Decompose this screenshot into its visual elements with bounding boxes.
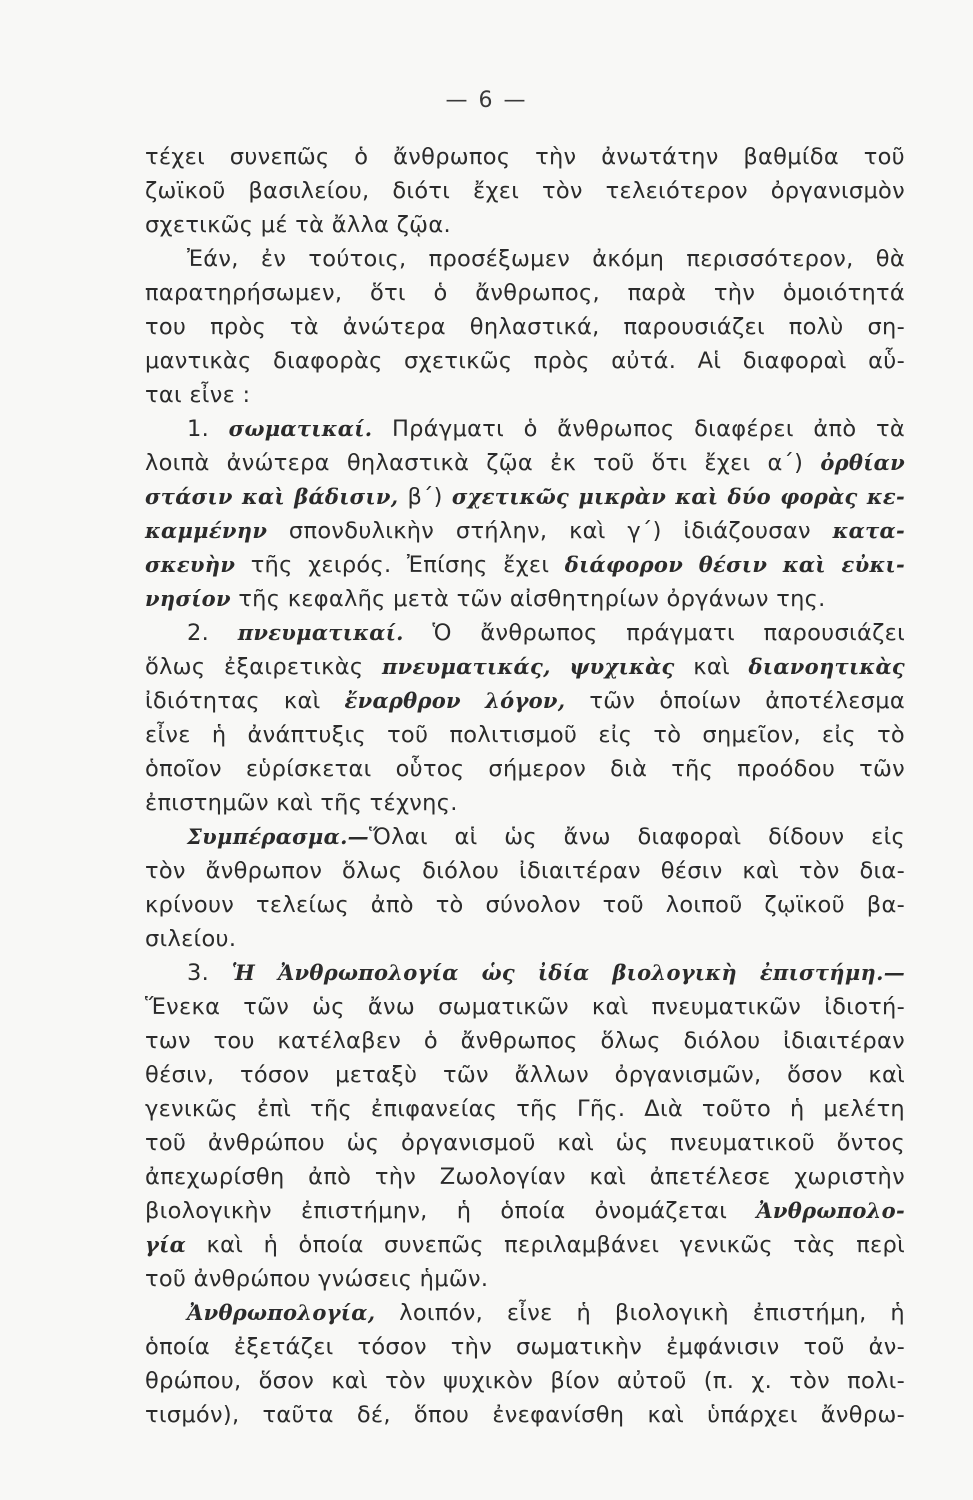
text-line [145, 1364, 905, 1398]
text-line [145, 1092, 905, 1126]
text-line [145, 1228, 905, 1262]
text-segment: τῆς κεφαλῆς μετὰ τῶν αἰσθητηρίων ὀργάνων της. [230, 586, 826, 612]
emphasized-text: Συμπέρασμα.— [187, 824, 369, 849]
text-segment: Πράγματι ὁ ἄνθρωπος διαφέρει ἀπὸ τὰ [372, 416, 905, 442]
text-line [145, 446, 905, 480]
text-segment: σιλείου. [145, 926, 237, 952]
emphasized-text: ὀρθίαν [820, 450, 905, 475]
text-segment: 1. [187, 416, 229, 442]
text-segment: μαντικὰς διαφορὰς σχετικῶς πρὸς αὐτά. Αἱ διαφοραὶ αὗ- [145, 348, 905, 374]
text-line [145, 888, 905, 922]
text-line [145, 616, 905, 650]
text-line [145, 650, 905, 684]
emphasized-text: κατα- [832, 518, 905, 543]
text-segment: Ἐάν, ἐν τούτοις, προσέξωμεν ἀκόμη περισσότερον, θὰ [187, 246, 905, 272]
emphasized-text: νησίον [145, 586, 231, 611]
text-line [145, 548, 905, 582]
text-line [145, 582, 905, 616]
text-line [145, 174, 905, 208]
text-line [145, 786, 905, 820]
text-line [145, 1262, 905, 1296]
text-line [145, 310, 905, 344]
text-segment: ἰδιότητας καὶ [145, 688, 345, 714]
text-segment: ζωϊκοῦ βασιλείου, διότι ἔχει τὸν τελειότερον ὀργανισμὸν [145, 178, 905, 204]
text-segment: σχετικῶς μέ τὰ ἄλλα ζῷα. [145, 212, 451, 238]
emphasized-text: διάφορον θέσιν καὶ εὐκι- [564, 552, 905, 577]
text-segment: θέσιν, τόσον μεταξὺ τῶν ἄλλων ὀργανισμῶν, ὅσον καὶ [145, 1062, 905, 1088]
emphasized-text: πνευματικαί. [237, 620, 404, 645]
text-segment: γενικῶς ἐπὶ τῆς ἐπιφανείας τῆς Γῆς. Διὰ τοῦτο ἡ μελέτη [145, 1096, 905, 1122]
text-line [145, 922, 905, 956]
emphasized-text: καμμένην [145, 518, 268, 543]
text-line [145, 956, 905, 990]
text-segment: 2. [187, 620, 238, 646]
text-line [145, 242, 905, 276]
emphasized-text: σωματικαί. [228, 416, 373, 441]
text-segment: ὁποῖον εὑρίσκεται οὗτος σήμερον διὰ τῆς προόδου τῶν [145, 756, 905, 782]
text-line [145, 1058, 905, 1092]
emphasized-text: Ἀνθρωπολο- [756, 1198, 905, 1223]
text-segment: τέχει συνεπῶς ὁ ἄνθρωπος τὴν ἀνωτάτην βαθμίδα τοῦ [145, 144, 905, 170]
text-segment: θρώπου, ὅσον καὶ τὸν ψυχικὸν βίον αὐτοῦ (π. χ. τὸν πολι- [145, 1368, 905, 1394]
emphasized-text: Ἡ Ἀνθρωπολογία ὡς ἰδία βιολογικὴ ἐπιστήμη.— [231, 960, 905, 985]
text-segment: Ἕνεκα τῶν ὡς ἄνω σωματικῶν καὶ πνευματικῶν ἰδιοτή- [145, 994, 905, 1020]
text-segment: ὁποία ἐξετάζει τόσον τὴν σωματικὴν ἐμφάνισιν τοῦ ἀν- [145, 1334, 905, 1360]
text-segment: καὶ ἡ ὁποία συνεπῶς περιλαμβάνει γενικῶς τὰς περὶ [186, 1232, 905, 1258]
text-segment: παρατηρήσωμεν, ὅτι ὁ ἄνθρωπος, παρὰ τὴν ὁμοιότητά [145, 280, 905, 306]
text-line [145, 276, 905, 310]
text-segment: τοῦ ἀνθρώπου ὡς ὀργανισμοῦ καὶ ὡς πνευματικοῦ ὄντος [145, 1130, 905, 1156]
emphasized-text: Ἀνθρωπολογία, [187, 1300, 376, 1325]
text-segment: λοιπὰ ἀνώτερα θηλαστικὰ ζῷα ἐκ τοῦ ὅτι ἔχει α΄) [145, 450, 821, 476]
emphasized-text: γία [145, 1232, 187, 1257]
text-segment: ἐπιστημῶν καὶ τῆς τέχνης. [145, 790, 458, 816]
emphasized-text: στάσιν καὶ βάδισιν, [145, 484, 399, 509]
text-line [145, 1024, 905, 1058]
text-line [145, 1330, 905, 1364]
text-segment: καὶ [674, 654, 749, 680]
text-line [145, 412, 905, 446]
text-line [145, 514, 905, 548]
text-segment: σπονδυλικὴν στήλην, καὶ γ΄) ἰδιάζουσαν [267, 518, 833, 544]
text-segment: των του κατέλαβεν ὁ ἄνθρωπος ὅλως διόλου ἰδιαιτέραν [145, 1028, 905, 1054]
text-segment: εἶνε ἡ ἀνάπτυξις τοῦ πολιτισμοῦ εἰς τὸ σημεῖον, εἰς τὸ [145, 722, 905, 748]
text-line [145, 1398, 905, 1432]
text-line [145, 480, 905, 514]
emphasized-text: σκευὴν [145, 552, 236, 577]
text-segment: β΄) [398, 484, 452, 510]
text-line [145, 1126, 905, 1160]
text-line [145, 208, 905, 242]
text-line [145, 854, 905, 888]
emphasized-text: ἔναρθρον λόγον, [344, 688, 566, 713]
text-segment: κρίνουν τελείως ἀπὸ τὸ σύνολον τοῦ λοιποῦ ζῳϊκοῦ βα- [145, 892, 905, 918]
text-segment: ται εἶνε : [145, 382, 251, 408]
text-line [145, 1194, 905, 1228]
text-line [145, 820, 905, 854]
text-segment: τῆς χειρός. Ἐπίσης ἔχει [235, 552, 565, 578]
text-segment: Ὁ ἄνθρωπος πράγματι παρουσιάζει [403, 620, 906, 646]
text-segment: του πρὸς τὰ ἀνώτερα θηλαστικά, παρουσιάζει πολὺ ση- [145, 314, 905, 340]
emphasized-text: σχετικῶς μικρὰν καὶ δύο φορὰς κε- [451, 484, 905, 509]
emphasized-text: πνευματικάς, ψυχικὰς [382, 654, 675, 679]
text-line [145, 718, 905, 752]
page-number: — 6 — [445, 88, 528, 113]
text-segment: τῶν ὁποίων ἀποτέλεσμα [565, 688, 905, 714]
text-segment: τοῦ ἀνθρώπου γνώσεις ἡμῶν. [145, 1266, 489, 1292]
text-segment: ὅλως ἐξαιρετικὰς [145, 654, 382, 680]
text-line [145, 1160, 905, 1194]
text-segment: Ὅλαι αἱ ὡς ἄνω διαφοραὶ δίδουν εἰς [368, 824, 905, 850]
text-segment: βιολογικὴν ἐπιστήμην, ἡ ὁποία ὀνομάζεται [145, 1198, 757, 1224]
text-line [145, 1296, 905, 1330]
text-segment: τισμόν), ταῦτα δέ, ὅπου ἐνεφανίσθη καὶ ὑπάρχει ἄνθρω- [145, 1402, 905, 1428]
emphasized-text: διανοητικὰς [748, 654, 905, 679]
body-text [145, 140, 905, 1432]
text-segment: ἀπεχωρίσθη ἀπὸ τὴν Ζωολογίαν καὶ ἀπετέλεσε χωριστὴν [145, 1164, 905, 1190]
text-line [145, 378, 905, 412]
text-line [145, 752, 905, 786]
text-line [145, 684, 905, 718]
text-line [145, 140, 905, 174]
text-segment: 3. [187, 960, 232, 986]
text-segment: τὸν ἄνθρωπον ὅλως διόλου ἰδιαιτέραν θέσιν καὶ τὸν δια- [145, 858, 905, 884]
text-segment: λοιπόν, εἶνε ἡ βιολογικὴ ἐπιστήμη, ἡ [375, 1300, 905, 1326]
text-line [145, 344, 905, 378]
text-line [145, 990, 905, 1024]
